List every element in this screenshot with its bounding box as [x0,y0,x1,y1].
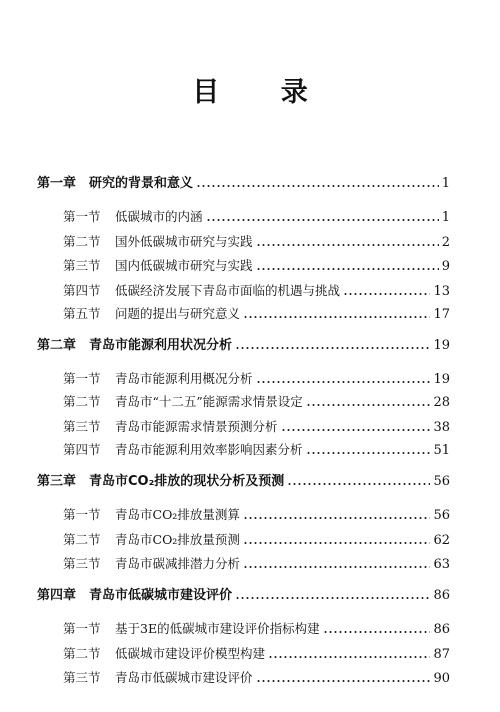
section-title: 国外低碳城市研究与实践 [115,234,253,249]
toc-section[interactable] [0,256,500,274]
toc-section[interactable] [0,619,500,637]
toc-section[interactable] [0,281,500,299]
section-number: 第三节 [63,419,101,434]
page-number: 2 [441,235,450,250]
toc-chapter-1[interactable] [0,173,500,191]
section-title: 青岛市能源需求情景预测分析 [115,419,278,434]
section-number: 第四节 [63,283,101,298]
page-number: 56 [433,508,450,523]
toc-chapter-2[interactable] [0,335,500,353]
dot-leader [281,418,431,432]
section-number: 第一节 [63,621,101,636]
dot-leader [196,174,439,188]
dot-leader [287,472,430,486]
section-title: 青岛市能源利用概况分析 [115,371,253,386]
section-number: 第二节 [63,394,101,409]
toc-section[interactable] [0,668,500,686]
page-number: 86 [433,588,450,603]
toc-chapter-4[interactable] [0,585,500,603]
section-title: 低碳城市的内涵 [115,209,203,224]
section-number: 第三节 [63,258,101,273]
toc-section[interactable] [0,369,500,387]
dot-leader [206,208,439,222]
section-title: 基于3E的低碳城市建设评价指标构建 [115,621,320,636]
page-title: 目 录 [192,77,334,108]
dot-leader [243,506,431,520]
page-number: 28 [433,395,450,410]
page-number: 19 [433,338,450,353]
page-number: 13 [433,284,450,299]
page-number: 1 [441,176,450,191]
section-number: 第二节 [63,532,101,547]
section-number: 第五节 [63,306,101,321]
section-number: 第一节 [63,209,101,224]
toc-section[interactable] [0,207,500,225]
section-number: 第三节 [63,556,101,571]
chapter-title: 青岛市能源利用状况分析 [89,338,233,353]
toc-chapter-3[interactable] [0,471,500,489]
chapter-number: 第四章 [37,588,77,603]
chapter-title: 研究的背景和意义 [89,176,194,191]
dot-leader [256,669,431,683]
dot-leader [256,233,439,247]
toc-section[interactable] [0,304,500,322]
toc-section[interactable] [0,530,500,548]
toc-section[interactable] [0,440,500,458]
dot-leader [243,305,430,319]
section-title: 青岛市能源利用效率影响因素分析 [115,442,303,457]
dot-leader [306,393,431,407]
chapter-number: 第一章 [37,176,77,191]
toc-section[interactable] [0,554,500,572]
dot-leader [243,555,430,569]
page-number: 38 [433,420,450,435]
section-number: 第一节 [63,371,101,386]
page-number: 86 [433,622,450,637]
section-title: 问题的提出与研究意义 [115,306,241,321]
toc-section[interactable] [0,232,500,250]
page-number: 9 [441,259,450,274]
section-number: 第四节 [63,442,101,457]
section-title: 低碳城市建设评价模型构建 [115,646,266,661]
section-title: 青岛市CO₂排放量预测 [115,532,240,547]
section-number: 第一节 [63,507,101,522]
dot-leader [235,336,430,350]
section-number: 第三节 [63,670,101,685]
page-number: 56 [433,474,450,489]
dot-leader [343,282,430,296]
dot-leader [323,620,431,634]
page-number: 87 [433,647,450,662]
section-title: 国内低碳城市研究与实践 [115,258,253,273]
dot-leader [256,257,439,271]
page-number: 17 [433,307,450,322]
section-title: 低碳经济发展下青岛市面临的机遇与挑战 [115,283,341,298]
dot-leader [306,441,431,455]
page-number: 63 [433,557,450,572]
section-number: 第二节 [63,646,101,661]
chapter-number: 第二章 [37,338,77,353]
chapter-number: 第三章 [37,474,77,489]
page-number: 62 [433,533,450,548]
chapter-title: 青岛市低碳城市建设评价 [89,588,233,603]
section-number: 第二节 [63,234,101,249]
dot-leader [256,370,431,384]
section-title: 青岛市“十二五”能源需求情景设定 [115,394,303,409]
page-number: 51 [433,443,450,458]
section-title: 青岛市CO₂排放量测算 [115,507,240,522]
section-title: 青岛市低碳城市建设评价 [115,670,253,685]
dot-leader [268,645,430,659]
page-number: 19 [433,372,450,387]
toc-section[interactable] [0,392,500,410]
toc-section[interactable] [0,505,500,523]
toc-section[interactable] [0,417,500,435]
page-number: 1 [441,210,450,225]
page-number: 90 [433,671,450,686]
section-title: 青岛市碳减排潜力分析 [115,556,241,571]
toc-section[interactable] [0,644,500,662]
dot-leader [243,531,431,545]
chapter-title: 青岛市CO₂排放的现状分析及预测 [89,474,285,489]
dot-leader [235,586,430,600]
